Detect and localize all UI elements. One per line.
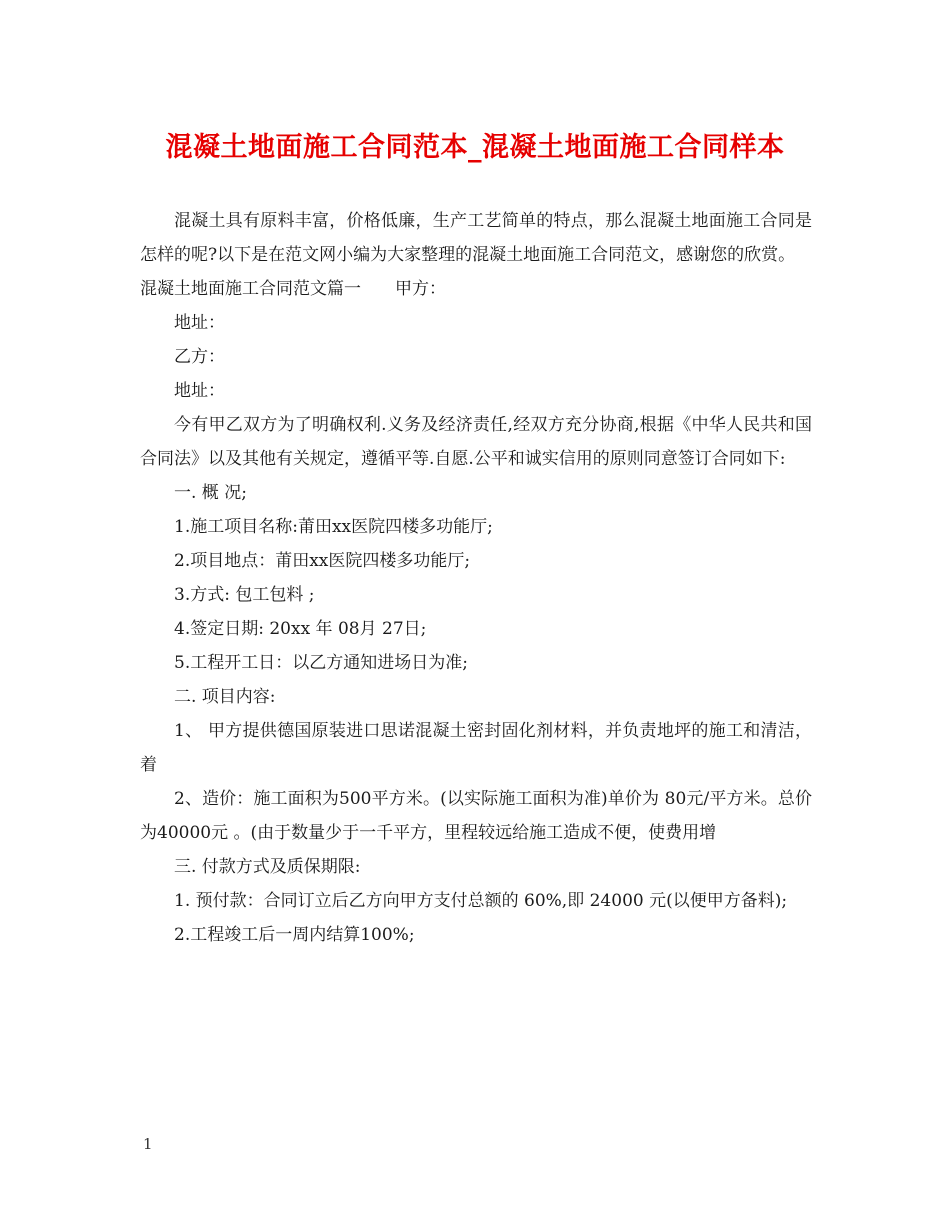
paragraph: 3.方式: 包工包料 ; [174, 585, 315, 605]
paragraph: 今有甲乙双方为了明确权利.义务及经济责任,经双方充分协商,根据《中华人民共和国合同法》以及其他有关规定，遵循平等.自愿.公平和诚实信用的原则同意签订合同如下: [140, 415, 812, 469]
document-body [140, 204, 812, 952]
paragraph: 2.项目地点：莆田xx医院四楼多功能厅; [174, 551, 471, 571]
paragraph: 1.施工项目名称:莆田xx医院四楼多功能厅; [174, 517, 493, 537]
paragraph: 2.工程竣工后一周内结算100%; [174, 925, 415, 945]
paragraph: 乙方： [174, 347, 225, 367]
paragraph: 地址： [174, 381, 225, 401]
paragraph: 混凝土具有原料丰富，价格低廉，生产工艺简单的特点，那么混凝土地面施工合同是怎样的呢?以下是在范文网小编为大家整理的混凝土地面施工合同范文，感谢您的欣赏。 [140, 211, 812, 265]
paragraph: 2、造价：施工面积为500平方米。(以实际施工面积为准)单价为 80元/平方米。总价为40000元 。(由于数量少于一千平方，里程较远给施工造成不便，使费用增 [140, 789, 812, 843]
paragraph: 1. 预付款：合同订立后乙方向甲方支付总额的 60%,即 24000 元(以便甲方备料); [174, 891, 788, 911]
paragraph: 5.工程开工日：以乙方通知进场日为准; [174, 653, 468, 673]
paragraph: 混凝土地面施工合同范文篇一 甲方： [140, 279, 446, 299]
paragraph: 一. 概 况; [174, 483, 247, 503]
paragraph: 地址： [174, 313, 225, 333]
page-number: 1 [143, 1135, 153, 1153]
document-title: 混凝土地面施工合同范本_混凝土地面施工合同样本 [165, 132, 785, 163]
paragraph: 三. 付款方式及质保期限: [174, 857, 361, 877]
paragraph: 4.签定日期: 20xx 年 08月 27日; [174, 619, 427, 639]
paragraph: 1、 甲方提供德国原装进口思诺混凝土密封固化剂材料，并负责地坪的施工和清洁，着 [140, 721, 812, 775]
paragraph: 二. 项目内容: [174, 687, 276, 707]
